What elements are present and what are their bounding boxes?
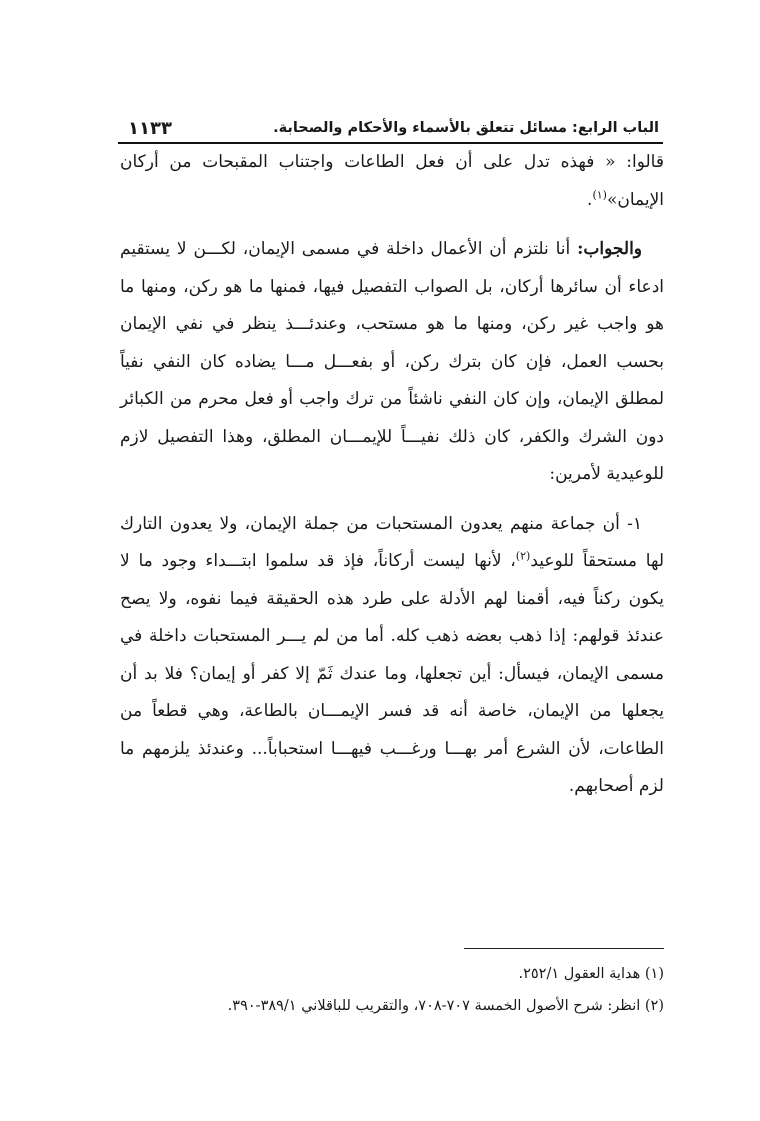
paragraph-answer — [120, 231, 664, 494]
paragraph-quote — [120, 144, 664, 219]
chapter-title: الباب الرابع: مسائل تتعلق بالأسماء والأحكام والصحابة. — [273, 120, 659, 136]
paragraph-point-1 — [120, 506, 664, 806]
footnote-ref-1: (١) — [592, 187, 607, 201]
answer-text: أنا نلتزم أن الأعمال داخلة في مسمى الإيمان، لكـــن لا يستقيم ادعاء أن سائرها أركان، بل الصواب التفصيل فيها، فمنها ما هو ركن، ومنها ما هو واجب غير ركن، ومنها ما هو مستحب، وعندئـــذ ينظر في نفي الإيمان بحسب العمل، فإن كان بترك ركن، أو بفعـــل مـــا يضاده كان النفي نفياً لمطلق الإيمان، وإن كان النفي ناشئاً من ترك واجب أو فعل محرم من الكبائر دون الشرك والكفر، كان ذلك نفيـــاً للإيمـــان المطلق، وهذا التفصيل لازم للوعيدية لأمرين: — [120, 239, 664, 484]
answer-label: والجواب: — [577, 239, 642, 259]
running-header — [118, 118, 663, 144]
footnote-separator — [464, 948, 664, 949]
footnote-ref-2: (٢) — [515, 549, 531, 563]
footnote-2: (٢) انظر: شرح الأصول الخمسة ٧٠٧-٧٠٨، والتقريب للباقلاني ٣٨٩/١-٣٩٠. — [227, 998, 664, 1014]
quote-text: قالوا: « فهذه تدل على أن فعل الطاعات واجتناب المقبحات من أركان الإيمان» — [120, 152, 664, 210]
footnote-1: (١) هداية العقول ٢٥٢/١. — [518, 966, 664, 982]
point-1-text-a: ١- أن جماعة منهم يعدون المستحبات من جملة الإيمان، ولا يعدون التارك لها مستحقاً للوعيد — [120, 513, 664, 571]
footnotes — [120, 958, 664, 1022]
point-1-text-b: ، لأنها ليست أركاناً، فإذ قد سلموا ابتـــداء وجود ما لا يكون ركناً فيه، أقمنا لهم الأدلة على طرد هذه الحقيقة فيما نفوه، ولا يصح عندئذ قولهم: إذا ذهب بعضه ذهب كله. أما من لم يـــر المستحبات داخلة في مسمى الإيمان، فيسأل: أين تجعلها، وما عندك ثَمّ إلا كفر أو إيمان؟ فلا بد أن يجعلها من الإيمان، خاصة أنه قد فسر الإيمـــان بالطاعة، وهي قطعاً من الطاعات، لأن الشرع أمر بهـــا ورغـــب فيهـــا استحباباً... وعندئذ يلزمهم ما لزم أصحابهم. — [120, 551, 664, 796]
page-number: ١١٣٣ — [128, 118, 172, 139]
main-text — [120, 144, 664, 806]
quote-end: . — [587, 189, 593, 210]
